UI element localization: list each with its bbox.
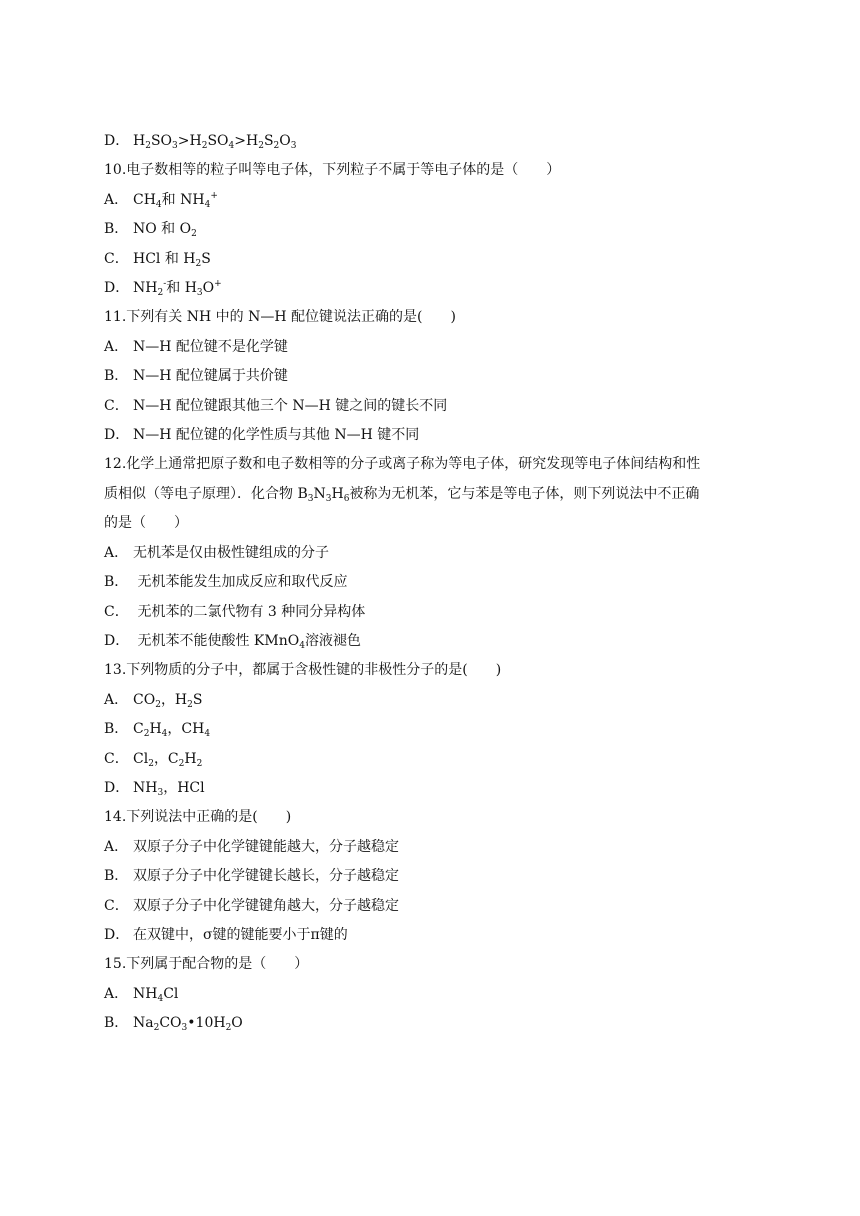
q11-option-d: D． N—H 配位键的化学性质与其他 N—H 键不同 (104, 427, 420, 443)
q12-stem-line-2: 质相似（等电子原理）．化合物 $B_3N_3H_6$被称为无机苯，它与苯是等电子体，则下列说法中不正确 (104, 486, 700, 504)
q13-stem: 13.下列物质的分子中，都属于含极性键的非极性分子的是( ) (104, 662, 502, 678)
q15-option-b: B． $Na_2CO_3•10H_2O$ (104, 1015, 243, 1033)
q11-stem: 11.下列有关 NH 中的 N—H 配位键说法正确的是( ) (104, 309, 456, 325)
q15-stem: 15.下列属于配合物的是（ ） (104, 956, 309, 972)
q9-option-d: D． $H_2SO_3>H_2SO_4>H_2S_2O_3$ (104, 133, 297, 151)
q12-stem-line-3: 的是（ ） (104, 515, 188, 531)
q12-option-d: D． 无机苯不能使酸性 KMnO$_4$溶液褪色 (104, 633, 361, 651)
q14-option-a: A． 双原子分子中化学键键能越大，分子越稳定 (104, 839, 399, 855)
q13-option-b: B． $C_2H_4$，$CH_4$ (104, 721, 211, 739)
q11-option-c: C． N—H 配位键跟其他三个 N—H 键之间的键长不同 (104, 398, 448, 414)
q14-option-c: C． 双原子分子中化学键键角越大，分子越稳定 (104, 898, 399, 914)
q11-option-b: B． N—H 配位键属于共价键 (104, 368, 288, 384)
q12-stem-line-1: 12.化学上通常把原子数和电子数相等的分子或离子称为等电子体，研究发现等电子体间结构和性 (104, 456, 701, 472)
q10-stem: 10.电子数相等的粒子叫等电子体，下列粒子不属于等电子体的是（ ） (104, 162, 561, 178)
q10-option-c: C． HCl 和 $H_2S$ (104, 251, 211, 269)
q14-option-b: B． 双原子分子中化学键键长越长，分子越稳定 (104, 868, 399, 884)
q13-option-c: C． $Cl_2$，$C_2H_2$ (104, 751, 203, 769)
q10-option-a: A． $CH_4$和 $NH_4^+$ (104, 191, 218, 210)
q13-option-a: A． $CO_2$，$H_2S$ (104, 692, 203, 710)
q14-option-d: D． 在双键中，σ键的键能要小于π键的 (104, 927, 348, 943)
q12-option-a: A． 无机苯是仅由极性键组成的分子 (104, 545, 329, 561)
q10-option-d: D． $NH_2^-$和 $H_3O^+$ (104, 279, 222, 298)
q13-option-d: D． $NH_3$，HCl (104, 780, 205, 798)
q12-option-b: B． 无机苯能发生加成反应和取代反应 (104, 574, 348, 590)
q15-option-a: A． $NH_4Cl$ (104, 986, 179, 1004)
q14-stem: 14.下列说法中正确的是( ) (104, 809, 292, 825)
q10-option-b: B． NO 和 $O_2$ (104, 221, 197, 239)
q11-option-a: A． N—H 配位键不是化学键 (104, 339, 288, 355)
q12-option-c: C． 无机苯的二氯代物有 3 种同分异构体 (104, 604, 366, 620)
